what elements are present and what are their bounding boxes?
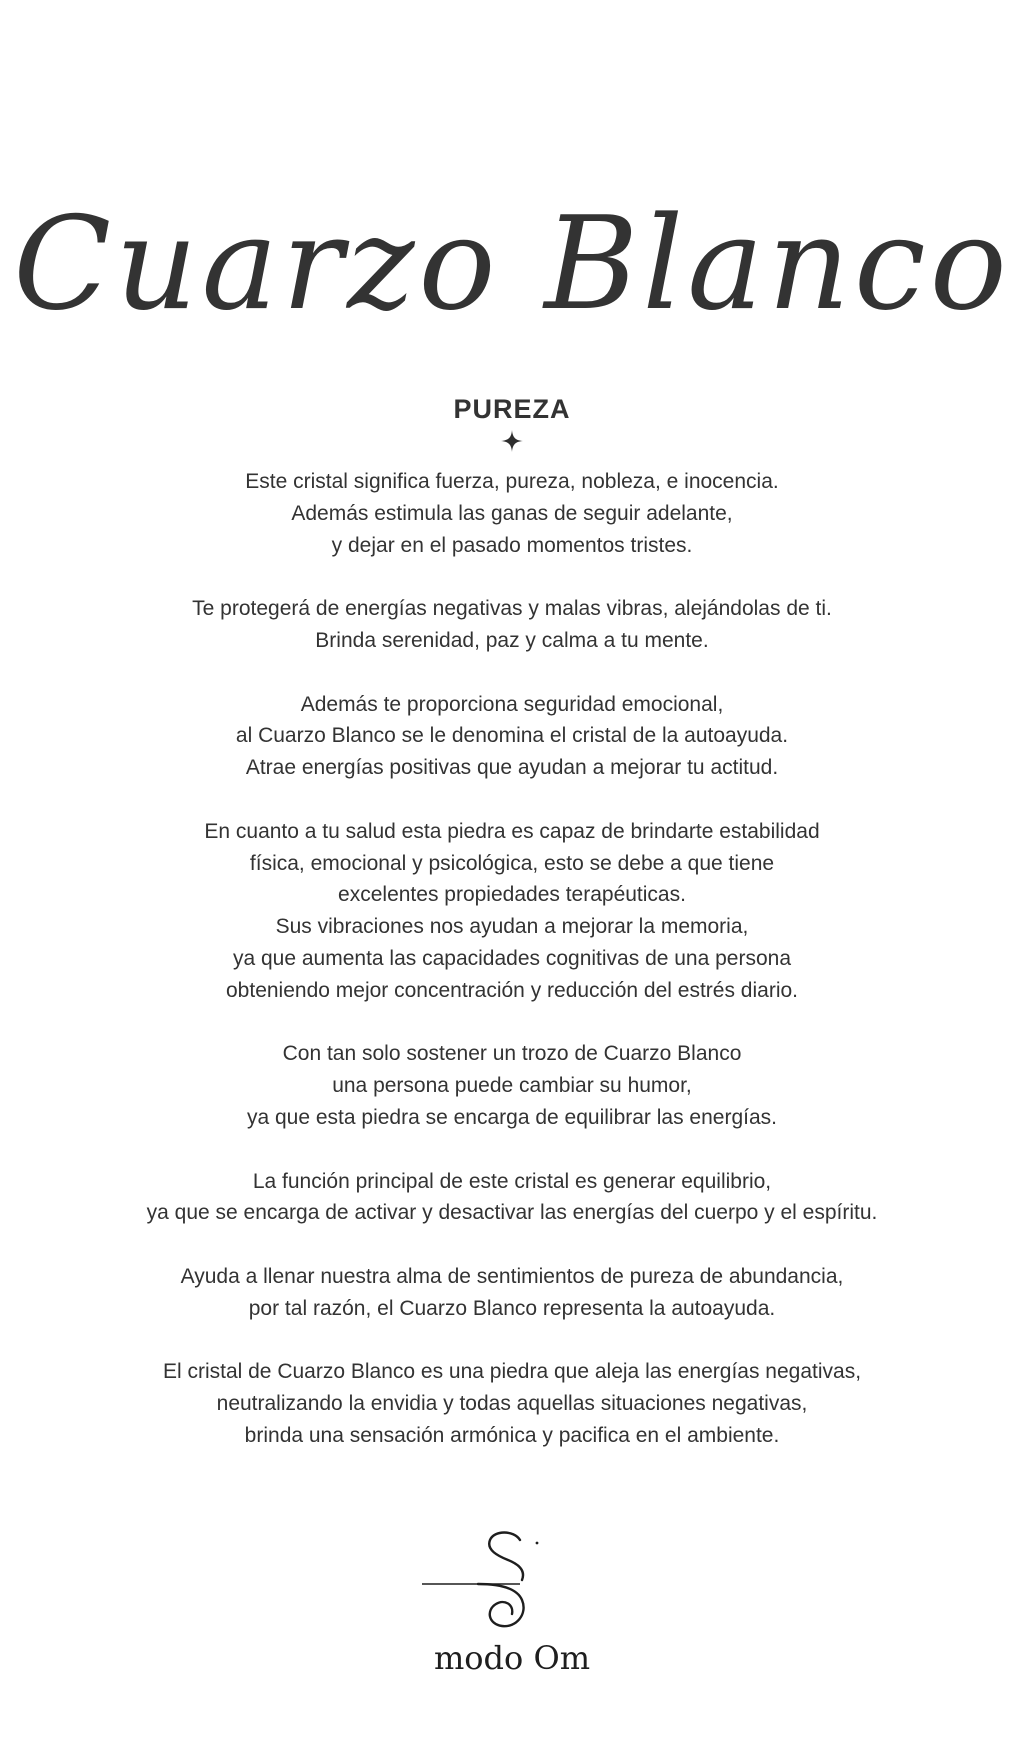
paragraph <box>62 466 962 561</box>
text-line: En cuanto a tu salud esta piedra es capaz de brindarte estabilidad <box>204 819 820 843</box>
brand-name: modo Om <box>433 1639 591 1677</box>
text-line: La función principal de este cristal es generar equilibrio, <box>252 1169 772 1193</box>
four-point-star-icon <box>501 430 523 452</box>
paragraph <box>62 816 962 1007</box>
paragraph <box>62 1038 962 1133</box>
text-line: neutralizando la envidia y todas aquellas situaciones negativas, <box>216 1392 808 1416</box>
paragraph <box>62 1356 962 1451</box>
text-line: ya que se encarga de activar y desactivar las energías del cuerpo y el espíritu. <box>146 1201 878 1225</box>
text-line: El cristal de Cuarzo Blanco es una piedra que aleja las energías negativas, <box>162 1360 862 1384</box>
text-line: y dejar en el pasado momentos tristes. <box>331 533 693 557</box>
text-line: física, emocional y psicológica, esto se debe a que tiene <box>249 851 775 875</box>
modo-om-logo-icon <box>412 1528 612 1638</box>
text-line: Brinda serenidad, paz y calma a tu mente. <box>315 628 709 652</box>
text-line: ya que aumenta las capacidades cognitivas de una persona <box>232 946 792 970</box>
text-line: excelentes propiedades terapéuticas. <box>338 883 686 907</box>
paragraph <box>62 689 962 784</box>
text-line: Además estimula las ganas de seguir adelante, <box>291 501 733 525</box>
text-line: Sus vibraciones nos ayudan a mejorar la memoria, <box>275 915 749 939</box>
text-line: una persona puede cambiar su humor, <box>332 1074 692 1098</box>
text-line: Además te proporciona seguridad emocional, <box>300 692 724 716</box>
text-line: Este cristal significa fuerza, pureza, nobleza, e inocencia. <box>245 470 779 493</box>
text-line: ya que esta piedra se encarga de equilibrar las energías. <box>246 1105 777 1129</box>
text-line: al Cuarzo Blanco se le denomina el cristal de la autoayuda. <box>235 724 789 748</box>
text-line: por tal razón, el Cuarzo Blanco representa la autoayuda. <box>248 1296 776 1320</box>
paragraph <box>62 1261 962 1325</box>
paragraph <box>62 1166 962 1230</box>
text-line: brinda una sensación armónica y pacifica en el ambiente. <box>244 1423 780 1447</box>
body-text <box>62 466 962 1452</box>
text-line: Ayuda a llenar nuestra alma de sentimientos de pureza de abundancia, <box>180 1264 844 1288</box>
subtitle: PUREZA <box>453 394 571 424</box>
paragraph <box>62 593 962 657</box>
text-line: Te protegerá de energías negativas y malas vibras, alejándolas de ti. <box>192 597 832 621</box>
text-line: Con tan solo sostener un trozo de Cuarzo Blanco <box>282 1042 742 1066</box>
brand-logo <box>412 1528 612 1678</box>
text-line: Atrae energías positivas que ayudan a mejorar tu actitud. <box>245 756 779 780</box>
page-title: Cuarzo Blanco <box>13 190 1011 339</box>
text-line: obteniendo mejor concentración y reducción del estrés diario. <box>226 978 798 1002</box>
